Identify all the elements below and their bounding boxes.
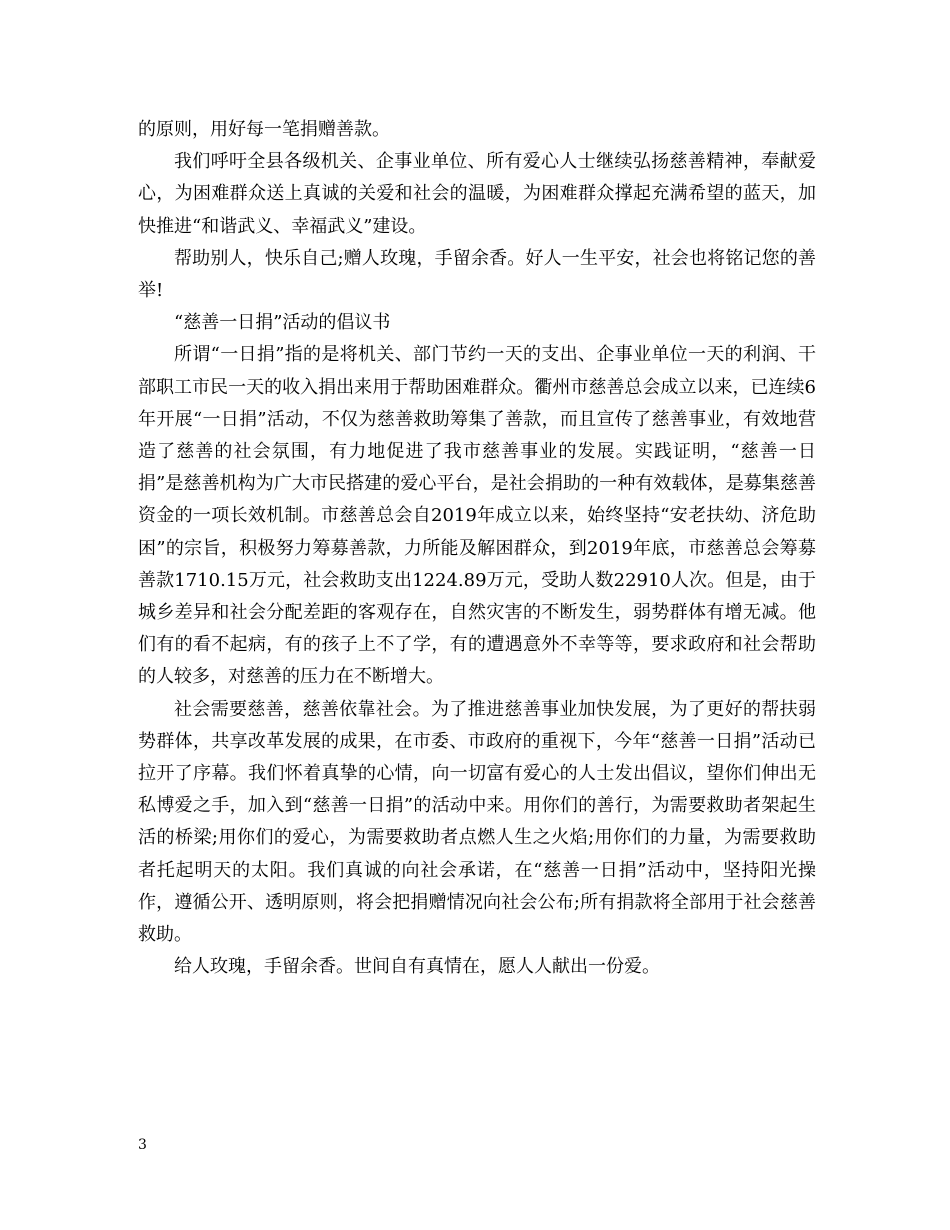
paragraph-final: 给人玫瑰，手留余香。世间自有真情在，愿人人献出一份爱。 xyxy=(174,956,660,978)
paragraph-background: 所谓“一日捐”指的是将机关、部门节约一天的支出、企事业单位一天的利润、干部职工市民一天的收入捐出来用于帮助困难群众。衢州市慈善总会成立以来，已连续6年开展“一日捐”活动，不仅为慈善救助筹集了善款，而且宣传了慈善事业，有效地营造了慈善的社会氛围，有力地促进了我市慈善事业的发展。实践证明，“慈善一日捐”是慈善机构为广大市民搭建的爱心平台，是社会捐助的一种有效载体，是募集慈善资金的一项长效机制。市慈善总会自2019年成立以来，始终坚持“安老扶幼、济危助困”的宗旨，积极努力筹募善款，力所能及解困群众，到2019年底，市慈善总会筹募善款1710.15万元，社会救助支出1224.89万元，受助人数22910人次。但是，由于城乡差异和社会分配差距的客观存在，自然灾害的不断发生，弱势群体有增无减。他们有的看不起病，有的孩子上不了学，有的遭遇意外不幸等等，要求政府和社会帮助的人较多，对慈善的压力在不断增大。 xyxy=(138,344,816,688)
page-number: 3 xyxy=(138,1137,147,1153)
document-body xyxy=(138,114,816,983)
section-title: “慈善一日捐”活动的倡议书 xyxy=(174,312,391,334)
paragraph-appeal: 我们呼吁全县各级机关、企事业单位、所有爱心人士继续弘扬慈善精神，奉献爱心，为困难群众送上真诚的关爱和社会的温暖，为困难群众撑起充满希望的蓝天，加快推进“和谐武义、幸福武义”建设。 xyxy=(138,151,816,237)
paragraph-initiative: 社会需要慈善，慈善依靠社会。为了推进慈善事业加快发展，为了更好的帮扶弱势群体，共享改革发展的成果，在市委、市政府的重视下，今年“慈善一日捐”活动已拉开了序幕。我们怀着真挚的心情，向一切富有爱心的人士发出倡议，望你们伸出无私博爱之手，加入到“慈善一日捐”的活动中来。用你们的善行，为需要救助者架起生活的桥梁;用你们的爱心，为需要救助者点燃人生之火焰;用你们的力量，为需要救助者托起明天的太阳。我们真诚的向社会承诺，在“慈善一日捐”活动中，坚持阳光操作，遵循公开、透明原则，将会把捐赠情况向社会公布;所有捐款将全部用于社会慈善救助。 xyxy=(138,698,816,946)
paragraph-closing-wish: 帮助别人，快乐自己;赠人玫瑰，手留余香。好人一生平安，社会也将铭记您的善举! xyxy=(138,247,816,302)
paragraph-continuation: 的原则，用好每一笔捐赠善款。 xyxy=(138,119,390,140)
